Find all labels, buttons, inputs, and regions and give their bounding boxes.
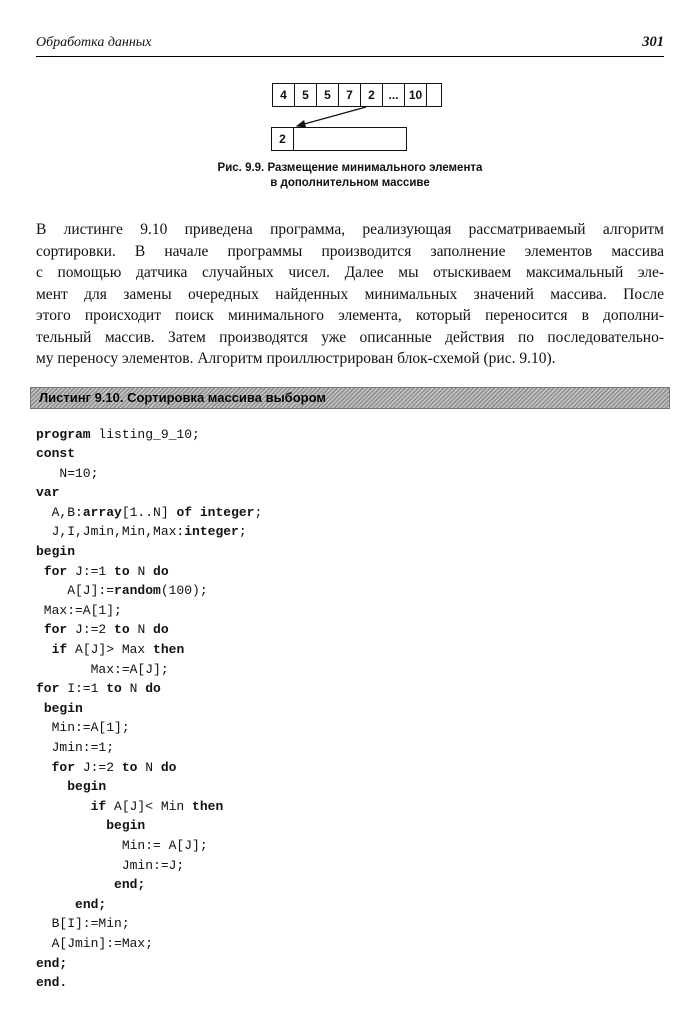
code-line: begin — [36, 544, 76, 560]
code-line: for J:=2 to N do — [43, 622, 169, 638]
figure-caption — [0, 161, 700, 191]
code-line: if A[J]< Min then — [90, 798, 224, 814]
array-cell: 4 — [272, 83, 295, 107]
code-line: end; — [75, 896, 107, 912]
dest-array-empty-cell — [293, 127, 407, 151]
paragraph-line: сортировки. В начале программы производится заполнение элементов массива — [36, 242, 664, 260]
code-line: J,I,Jmin,Min,Max:integer; — [36, 524, 247, 540]
code-line: A,B:array[1..N] of integer; — [36, 504, 263, 520]
array-cells-row — [272, 83, 442, 107]
code-line: end; — [114, 877, 146, 893]
code-line: Min:= A[J]; — [36, 837, 208, 853]
code-line: end; — [36, 955, 68, 971]
array-cell: ... — [382, 83, 405, 107]
code-line: program listing_9_10; — [36, 426, 200, 442]
body-paragraph — [36, 219, 664, 370]
array-cell: 10 — [404, 83, 427, 107]
code-line: end. — [36, 975, 68, 991]
code-block — [36, 425, 664, 993]
array-cell: 5 — [316, 83, 339, 107]
code-line: var — [36, 485, 60, 501]
figure-9-9 — [0, 65, 700, 207]
code-line: B[I]:=Min; — [36, 916, 130, 932]
code-line: A[J]:=random(100); — [36, 583, 208, 599]
paragraph-line: с помощью датчика случайных чисел. Далее мы отыскиваем максимальный эле- — [36, 264, 664, 281]
figure-caption-line2: в дополнительном массиве — [270, 177, 430, 189]
array-cell: 2 — [360, 83, 383, 107]
code-line: for I:=1 to N do — [36, 681, 161, 697]
dest-array-first-cell: 2 — [271, 127, 294, 151]
code-line: Jmin:=J; — [36, 857, 185, 873]
listing-title-bar — [30, 387, 670, 409]
paragraph-line: мент для замены очередных найденных минимальных значений массива. После — [36, 285, 664, 303]
array-cell — [426, 83, 442, 107]
array-cell: 7 — [338, 83, 361, 107]
section-title: Обработка данных — [36, 35, 152, 50]
code-line: begin — [67, 779, 107, 795]
code-line: Max:=A[J]; — [36, 661, 169, 677]
paragraph-line: му переносу элементов. Алгоритм проиллюстрирован блок-схемой (рис. 9.10). — [36, 350, 556, 367]
page-number: 301 — [642, 34, 664, 50]
code-line: N=10; — [36, 465, 99, 481]
code-line: for J:=2 to N do — [51, 759, 177, 775]
code-line: const — [36, 446, 76, 462]
dest-array-box — [272, 127, 407, 151]
paragraph-line: В листинге 9.10 приведена программа, реализующая рассматриваемый алгоритм — [36, 221, 664, 238]
code-line: for J:=1 to N do — [43, 563, 169, 579]
paragraph-line: этого происходит поиск минимального элемента, который переносится в дополни- — [36, 307, 664, 324]
code-line: A[Jmin]:=Max; — [36, 935, 154, 951]
code-line: Max:=A[1]; — [36, 602, 122, 618]
paragraph-line: тельный массив. Затем производятся уже описанные действия по последовательно- — [36, 328, 664, 346]
listing-title: Листинг 9.10. Сортировка массива выбором — [39, 390, 326, 405]
code-line: begin — [43, 700, 83, 716]
array-cell: 5 — [294, 83, 317, 107]
code-line: Min:=A[1]; — [36, 720, 130, 736]
running-head — [36, 34, 664, 57]
code-line: begin — [106, 818, 146, 834]
code-line: Jmin:=1; — [36, 740, 115, 755]
code-line: if A[J]> Max then — [51, 642, 185, 658]
figure-caption-line1: Рис. 9.9. Размещение минимального элемента — [217, 162, 483, 174]
